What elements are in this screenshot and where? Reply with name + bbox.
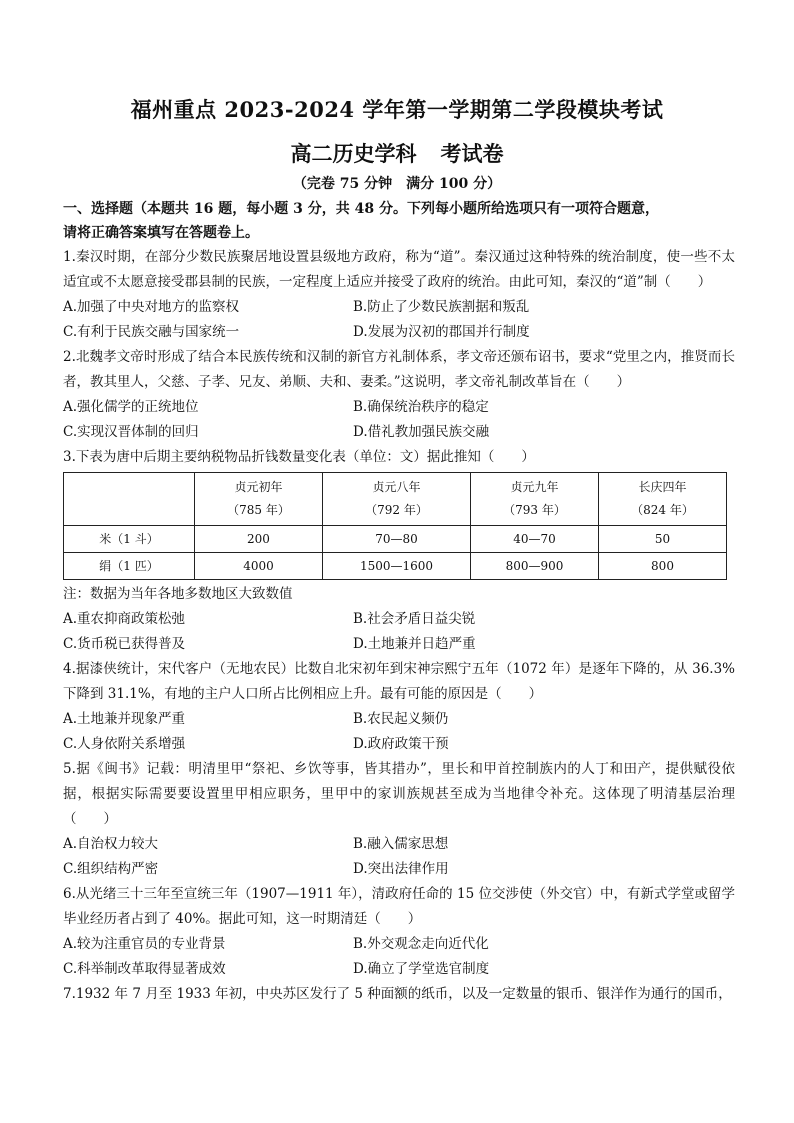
question-3-stem: 3.下表为唐中后期主要纳税物品折钱数量变化表（单位：文）据此推知（ ） bbox=[63, 449, 535, 465]
option-b: B.防止了少数民族割据和叛乱 bbox=[353, 299, 530, 315]
option-b: B.农民起义频仍 bbox=[353, 711, 449, 727]
table-header-cell: 贞元九年 （793 年） bbox=[471, 473, 599, 526]
question-2-stem: 2.北魏孝文帝时形成了结合本民族传统和汉制的新官方礼制体系，孝文帝还颁布诏书，要求“党里之内，推贤而长者，教其里人，父慈、子孝、兄友、弟顺、夫和、妻柔。”这说明，孝文帝礼制改革旨在（ ） bbox=[63, 349, 735, 390]
table-header-cell: 贞元初年 （785 年） bbox=[195, 473, 323, 526]
table-cell: 70—80 bbox=[322, 526, 470, 553]
table-cell: 绢（1 匹） bbox=[64, 553, 195, 580]
table-row bbox=[64, 553, 727, 580]
question-7-stem: 7.1932 年 7 月至 1933 年初，中央苏区发行了 5 种面额的纸币，以及一定数量的银币、银洋作为通行的国币， bbox=[63, 986, 732, 1002]
option-a: A.强化儒学的正统地位 bbox=[63, 399, 199, 415]
option-d: D.确立了学堂选官制度 bbox=[353, 961, 490, 977]
table-cell: 1500—1600 bbox=[322, 553, 470, 580]
section-heading-line1: 一、选择题（本题共 16 题，每小题 3 分，共 48 分。下列每小题所给选项只有一项符合题意， bbox=[63, 201, 659, 217]
option-b: B.确保统治秩序的稳定 bbox=[353, 399, 489, 415]
table-header-row bbox=[64, 473, 727, 526]
table-header-cell: 贞元八年 （792 年） bbox=[322, 473, 470, 526]
exam-title: 福州重点 2023-2024 学年第一学期第二学段模块考试 bbox=[130, 97, 664, 122]
tax-price-table bbox=[63, 472, 727, 580]
option-d: D.政府政策干预 bbox=[353, 736, 449, 752]
table-header-cell bbox=[64, 473, 195, 526]
option-c: C.有利于民族交融与国家统一 bbox=[63, 324, 240, 340]
question-6-options bbox=[63, 932, 735, 982]
exam-subject-line bbox=[0, 138, 794, 168]
question-4-options bbox=[63, 707, 735, 757]
question-4-stem: 4.据漆侠统计，宋代客户（无地农民）比数自北宋初年到宋神宗熙宁五年（1072 年）是逐年下降的，从 36.3%下降到 31.1%，有地的主户人口所占比例相应上升。最有可能的原因是（ ） bbox=[63, 661, 735, 702]
table-cell: 米（1 斗） bbox=[64, 526, 195, 553]
table-row bbox=[64, 526, 727, 553]
option-b: B.融入儒家思想 bbox=[353, 836, 449, 852]
question-5-options bbox=[63, 832, 735, 882]
question-1-stem: 1.秦汉时期，在部分少数民族聚居地设置县级地方政府，称为“道”。秦汉通过这种特殊的统治制度，使一些不太适宜或不太愿意接受郡县制的民族，一定程度上适应并接受了政府的统治。由此可知，秦汉的“道”制（ ） bbox=[63, 249, 735, 290]
table-cell: 4000 bbox=[195, 553, 323, 580]
question-3-options bbox=[63, 607, 735, 657]
option-a: A.重农抑商政策松弛 bbox=[63, 611, 186, 627]
option-c: C.人身依附关系增强 bbox=[63, 736, 186, 752]
exam-body bbox=[63, 197, 735, 1007]
option-a: A.较为注重官员的专业背景 bbox=[63, 936, 226, 952]
paper-label: 考试卷 bbox=[440, 141, 504, 166]
table-cell: 800 bbox=[599, 553, 727, 580]
option-b: B.外交观念走向近代化 bbox=[353, 936, 489, 952]
option-c: C.科举制改革取得显著成效 bbox=[63, 961, 226, 977]
option-c: C.货币税已获得普及 bbox=[63, 636, 186, 652]
subject-label: 高二历史学科 bbox=[290, 141, 417, 166]
question-2-options bbox=[63, 395, 735, 445]
option-c: C.组织结构严密 bbox=[63, 861, 159, 877]
option-b: B.社会矛盾日益尖锐 bbox=[353, 611, 476, 627]
section-heading-line2: 请将正确答案填写在答题卷上。 bbox=[63, 225, 259, 241]
question-1-options bbox=[63, 295, 735, 345]
option-d: D.土地兼并日趋严重 bbox=[353, 636, 476, 652]
option-a: A.自治权力较大 bbox=[63, 836, 159, 852]
question-6-stem: 6.从光绪三十三年至宣统三年（1907—1911 年），清政府任命的 15 位交涉使（外交官）中，有新式学堂或留学毕业经历者占到了 40%。据此可知，这一时期清廷（ ） bbox=[63, 886, 735, 927]
table-cell: 800—900 bbox=[471, 553, 599, 580]
table-header-cell: 长庆四年 （824 年） bbox=[599, 473, 727, 526]
option-d: D.借礼教加强民族交融 bbox=[353, 424, 490, 440]
table-cell: 40—70 bbox=[471, 526, 599, 553]
table-cell: 200 bbox=[195, 526, 323, 553]
option-c: C.实现汉晋体制的回归 bbox=[63, 424, 199, 440]
question-5-stem: 5.据《闽书》记载：明清里甲“祭祀、乡饮等事，皆其措办”，里长和甲首控制族内的人丁和田产，提供赋役依据，根据实际需要要设置里甲相应职务，里甲中的家训族规甚至成为当地律令补充。这体现了明清基层治理（ ） bbox=[63, 761, 735, 827]
option-d: D.突出法律作用 bbox=[353, 861, 449, 877]
exam-duration-score: （完卷 75 分钟 满分 100 分） bbox=[292, 176, 502, 192]
table-cell: 50 bbox=[599, 526, 727, 553]
option-d: D.发展为汉初的郡国并行制度 bbox=[353, 324, 530, 340]
option-a: A.加强了中央对地方的监察权 bbox=[63, 299, 240, 315]
table-note: 注：数据为当年各地多数地区大致数值 bbox=[63, 586, 293, 602]
option-a: A.土地兼并现象严重 bbox=[63, 711, 186, 727]
